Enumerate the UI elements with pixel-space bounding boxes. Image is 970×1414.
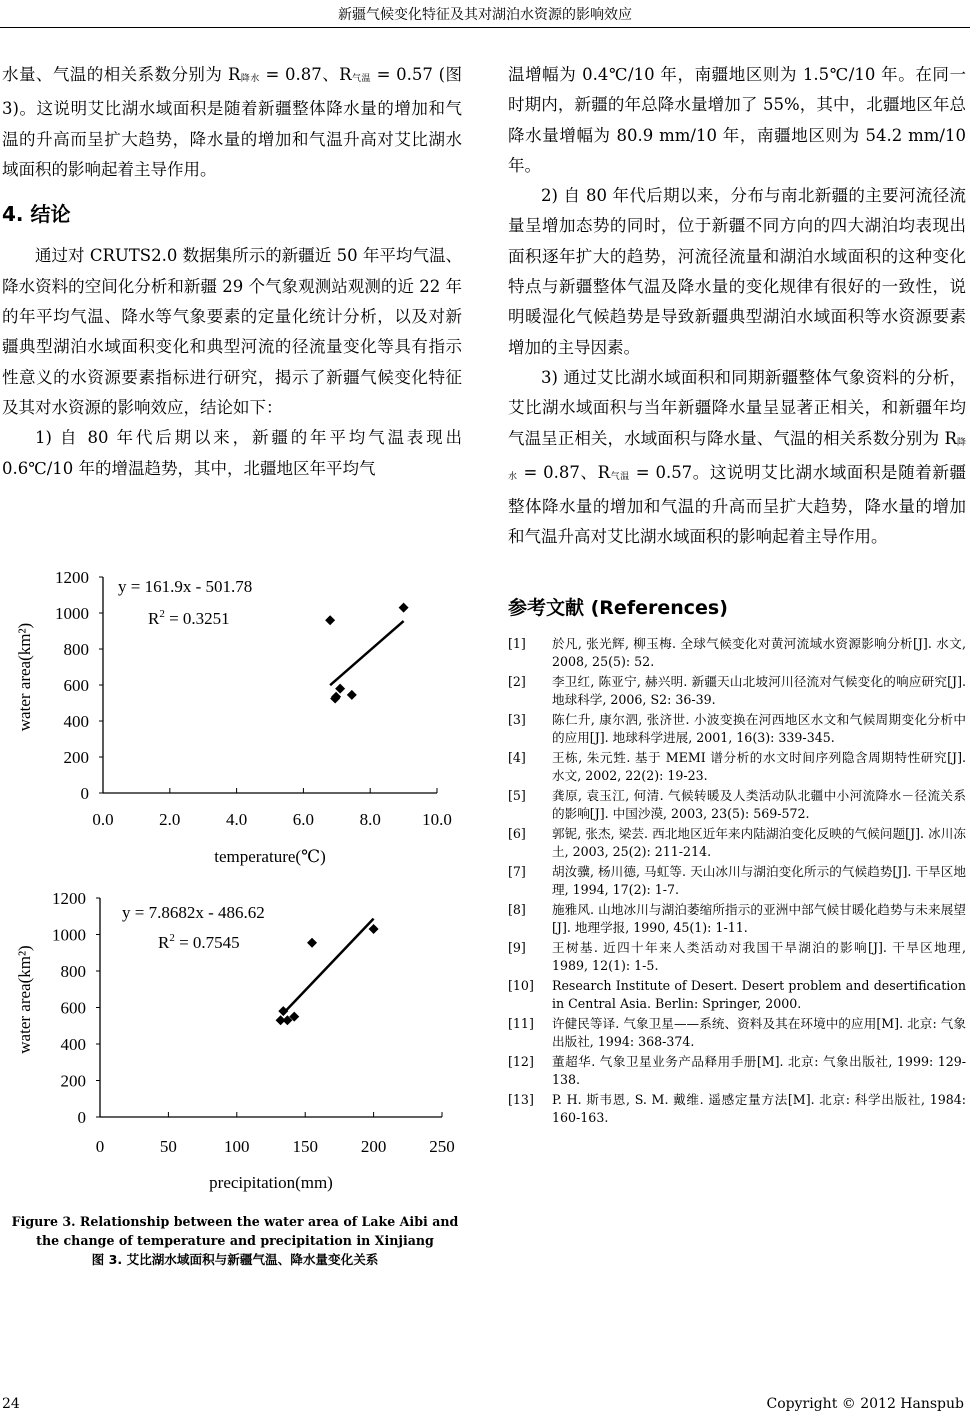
reference-text: 於凡, 张光辉, 柳玉梅. 全球气候变化对黄河流域水资源影响分析[J]. 水文, 2008, 25(5): 52. — [552, 636, 966, 670]
x-tick-label: 10.0 — [422, 810, 452, 829]
data-point — [278, 1006, 288, 1016]
subscript: 降水 — [508, 437, 966, 482]
reference-item — [508, 711, 966, 747]
reference-item — [508, 901, 966, 937]
reference-number: [6] — [508, 826, 526, 842]
x-tick-label: 50 — [159, 1137, 177, 1156]
reference-text: 王树基. 近四十年来人类活动对我国干旱湖泊的影响[J]. 干旱区地理, 1989, 12(1): 1-5. — [552, 940, 966, 974]
reference-item — [508, 1091, 966, 1127]
subscript: 降水 — [240, 74, 260, 84]
reference-number: [9] — [508, 940, 526, 956]
text: 3) 通过艾比湖水域面积和同期新疆整体气象资料的分析，艾比湖水域面积与当年新疆降水量呈显著正相关，和新疆年均气温呈正相关，水域面积与降水量、气温的相关系数分别为 R — [508, 367, 966, 448]
text: 水量、气温的相关系数分别为 R — [2, 65, 241, 84]
x-axis-label: precipitation(mm) — [209, 1173, 333, 1192]
y-tick-label: 800 — [63, 640, 89, 659]
x-tick-label: 4.0 — [225, 810, 248, 829]
reference-number: [3] — [508, 712, 526, 728]
text: = 0.87、R — [259, 65, 352, 84]
superscript: 2 — [159, 608, 165, 620]
reference-text: 陈仁升, 康尔泗, 张济世. 小波变换在河西地区水文和气候周期变化分析中的应用[J]. 地球科学进展, 2001, 16(3): 339-345. — [552, 712, 966, 746]
page-number: 24 — [2, 1396, 20, 1412]
reference-text: 郭铌, 张杰, 梁芸. 西北地区近年来内陆湖泊变化反映的气候问题[J]. 冰川冻土, 2003, 25(2): 211-214. — [552, 826, 966, 860]
reference-text: 许健民等译. 气象卫星——系统、资料及其在环境中的应用[M]. 北京: 气象出版社, 1994: 368-374. — [552, 1016, 966, 1050]
text: = 0.87、R — [517, 462, 611, 482]
reference-number: [1] — [508, 636, 526, 652]
subscript: 气温 — [610, 471, 630, 482]
header-divider — [0, 27, 970, 28]
figure-caption — [0, 1212, 470, 1269]
x-tick-label: 8.0 — [359, 810, 381, 829]
reference-text: 胡汝骥, 杨川德, 马虹等. 天山冰川与湖泊变化所示的气候趋势[J]. 干旱区地理, 1994, 17(2): 1-7. — [552, 864, 966, 898]
r-squared-value: = 0.7545 — [174, 933, 240, 952]
y-axis-label: water area(km²) — [15, 945, 34, 1054]
reference-item — [508, 749, 966, 785]
paragraph — [2, 60, 462, 185]
paragraph: 通过对 CRUTS2.0 数据集所示的新疆近 50 年平均气温、降水资料的空间化分析和新疆 29 个气象观测站观测的近 22 年的年平均气温、降水等气象要素的定量化统计分析，以及对新疆典型湖泊水域面积变化和典型河流的径流量变化等具有指示性意义的水资源要素指标进行研究，揭示了新疆气候变化特征及其对水资源的影响效应，结论如下： — [2, 246, 462, 417]
superscript: 2 — [169, 932, 175, 944]
reference-item — [508, 863, 966, 899]
caption-english: Figure 3. Relationship between the water area of Lake Aibi and the change of temperature and precipitation in Xinjiang — [11, 1214, 459, 1248]
x-tick-label: 100 — [224, 1137, 250, 1156]
trend-line — [283, 919, 373, 1014]
x-axis-label: temperature(℃) — [214, 847, 326, 866]
y-tick-label: 1200 — [52, 889, 86, 908]
y-tick-label: 1000 — [55, 604, 89, 623]
reference-number: [5] — [508, 788, 526, 804]
y-tick-label: 400 — [60, 1035, 86, 1054]
section-heading: 4. 结论 — [2, 202, 71, 227]
paragraph: 2) 自 80 年代后期以来，分布与南北新疆的主要河流径流量呈增加态势的同时，位于新疆不同方向的四大湖泊均表现出面积逐年扩大的趋势，河流径流量和湖泊水域面积的这种变化特点与新疆整体气温及降水量的变化规律有很好的一致性，说明暖湿化气候趋势是导致新疆典型湖泊水域面积等水资源要素增加的主导因素。 — [508, 186, 966, 357]
temperature-scatter-chart — [0, 560, 470, 880]
r-symbol: R — [148, 609, 160, 628]
y-tick-label: 1000 — [52, 925, 86, 945]
reference-item — [508, 977, 966, 1013]
reference-text: 董超华. 气象卫星业务产品释用手册[M]. 北京: 气象出版社, 1999: 129-138. — [552, 1054, 966, 1088]
paragraph: 温增幅为 0.4℃/10 年，南疆地区则为 1.5℃/10 年。在同一时期内，新疆的年总降水量增加了 55%，其中，北疆地区年总降水量增幅为 80.9 mm/10 年，南疆地区则为 54.2 mm/10 年。 — [508, 65, 966, 175]
reference-item — [508, 635, 966, 671]
r-squared-label — [158, 932, 240, 952]
references-heading: 参考文献 (References) — [508, 596, 728, 619]
y-tick-label: 0 — [80, 784, 89, 803]
data-point — [307, 938, 317, 948]
copyright: Copyright © 2012 Hanspub — [766, 1396, 964, 1412]
reference-item — [508, 1015, 966, 1051]
running-header: 新疆气候变化特征及其对湖泊水资源的影响效应 — [338, 7, 632, 23]
x-tick-label: 6.0 — [292, 810, 315, 829]
y-tick-label: 200 — [60, 1071, 86, 1091]
reference-list — [508, 635, 966, 1127]
paragraph — [508, 363, 966, 553]
reference-text: 王栋, 朱元甡. 基于 MEMI 谱分析的水文时间序列隐含周期特性研究[J]. 水文, 2002, 22(2): 19-23. — [552, 750, 966, 784]
reference-text: 施雅风. 山地冰川与湖泊萎缩所指示的亚洲中部气候甘暖化趋势与未来展望[J]. 地理学报, 1990, 45(1): 1-11. — [552, 902, 966, 936]
y-tick-label: 0 — [77, 1108, 86, 1127]
y-tick-label: 200 — [63, 748, 89, 767]
reference-number: [2] — [508, 674, 526, 690]
text: = 0.57 (图 3)。这说明艾比湖水域面积是随着新疆整体降水量的增加和气温的升高而呈扩大趋势，降水量的增加和气温升高对艾比湖水域面积的影响起着主导作用。 — [2, 65, 462, 179]
y-tick-label: 1200 — [55, 568, 89, 587]
reference-text: 龚原, 袁玉江, 何清. 气候转暖及人类活动队北疆中小河流降水－径流关系的影响[J]. 中国沙漠, 2003, 23(5): 569-572. — [552, 788, 966, 822]
reference-item — [508, 787, 966, 823]
x-tick-label: 0.0 — [92, 810, 114, 829]
x-tick-label: 2.0 — [159, 810, 181, 829]
data-point — [325, 615, 335, 625]
reference-text: 李卫红, 陈亚宁, 赫兴明. 新疆天山北坡河川径流对气候变化的响应研究[J]. 地球科学, 2006, S2: 36-39. — [552, 674, 966, 708]
data-point — [335, 684, 345, 694]
regression-equation: y = 161.9x - 501.78 — [118, 577, 253, 596]
reference-number: [13] — [508, 1092, 534, 1108]
data-point — [399, 603, 409, 613]
reference-item — [508, 1053, 966, 1089]
y-axis-label: water area(km²) — [15, 622, 34, 732]
x-tick-label: 250 — [429, 1137, 455, 1156]
left-column — [2, 60, 462, 484]
reference-number: [12] — [508, 1054, 534, 1070]
y-tick-label: 400 — [63, 712, 89, 731]
reference-number: [10] — [508, 978, 534, 994]
y-tick-label: 600 — [63, 676, 89, 695]
reference-item — [508, 673, 966, 709]
text: = 0.57。这说明艾比湖水域面积是随着新疆整体降水量的增加和气温的升高而呈扩大趋势，降水量的增加和气温升高对艾比湖水域面积的影响起着主导作用。 — [508, 462, 966, 547]
subscript: 气温 — [351, 74, 371, 84]
r-symbol: R — [158, 933, 170, 952]
reference-number: [7] — [508, 864, 526, 880]
trend-line — [330, 621, 403, 685]
paragraph: 1) 自 80 年代后期以来，新疆的年平均气温表现出 0.6℃/10 年的增温趋势，其中，北疆地区年平均气 — [2, 428, 462, 478]
reference-number: [8] — [508, 902, 526, 918]
right-column — [508, 60, 966, 1129]
regression-equation: y = 7.8682x - 486.62 — [122, 903, 265, 922]
data-point — [369, 924, 379, 934]
x-tick-label: 0 — [95, 1137, 105, 1156]
data-point — [347, 690, 357, 700]
r-squared-label — [148, 608, 230, 628]
y-tick-label: 600 — [60, 998, 86, 1018]
reference-number: [11] — [508, 1016, 534, 1032]
caption-chinese: 图 3. 艾比湖水域面积与新疆气温、降水量变化关系 — [91, 1252, 379, 1267]
x-tick-label: 150 — [292, 1137, 318, 1156]
y-tick-label: 800 — [60, 962, 86, 981]
reference-item — [508, 825, 966, 861]
reference-item — [508, 939, 966, 975]
x-tick-label: 200 — [360, 1137, 387, 1156]
reference-text: Research Institute of Desert. Desert problem and desertification in Central Asia. Berlin: Springer, 2000. — [552, 978, 966, 1012]
reference-number: [4] — [508, 750, 526, 766]
reference-text: P. H. 斯韦恩, S. M. 戴维. 遥感定量方法[M]. 北京: 科学出版社, 1984: 160-163. — [552, 1092, 966, 1126]
precipitation-scatter-chart — [0, 880, 470, 1200]
r-squared-value: = 0.3251 — [164, 609, 230, 628]
